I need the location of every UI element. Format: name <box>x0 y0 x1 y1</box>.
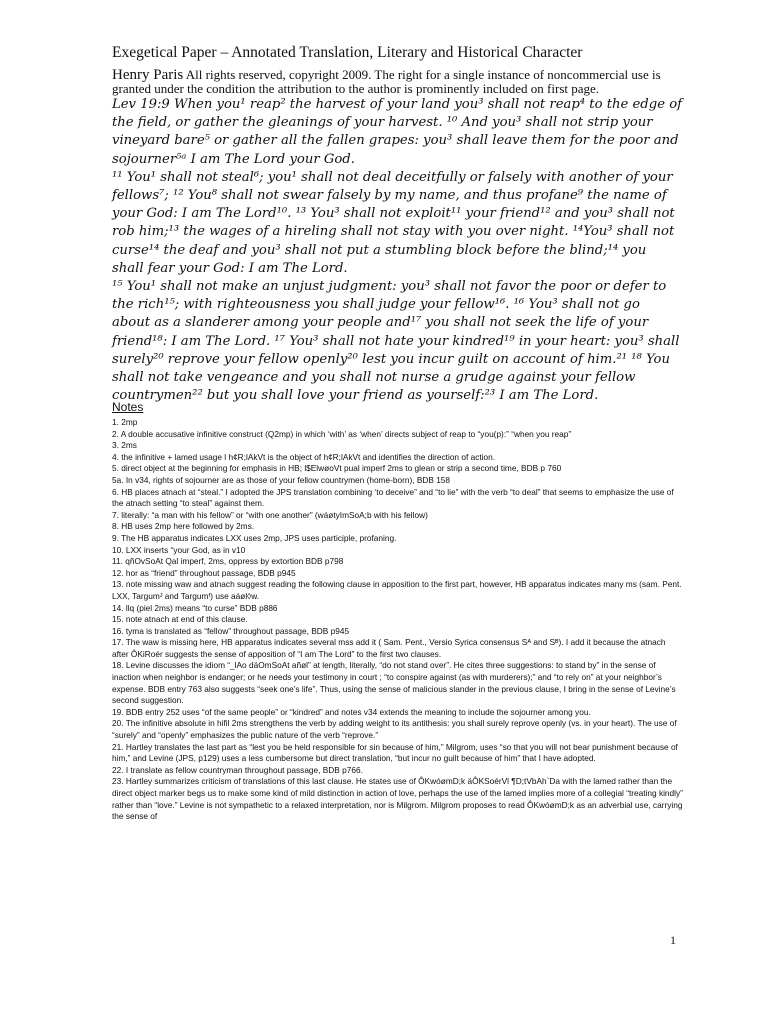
note-item: 7. literally: “a man with his fellow” or “with one another” (wáøtyImSoA;b with his fellow) <box>112 509 428 520</box>
note-item: 6. HB places atnach at “steal.” I adopted the JPS translation combining ‘to deceive” and “to lie” with the verb “to deal” that seems to emphasize the use of the atnach setting “to steal” against them. <box>112 486 674 509</box>
paper-title: Exegetical Paper – Annotated Translation, Literary and Historical Character <box>112 44 583 61</box>
note-item: 22. I translate as fellow countryman throughout passage, BDB p766. <box>112 764 363 775</box>
notes-heading: Notes <box>112 400 144 414</box>
verse-paragraph: ¹¹ You¹ shall not steal⁶; you¹ shall not deal deceitfully or falsely with another of your fellows⁷; ¹² You⁸ shall not swear falsely by my name, and thus profane⁹ the name of your God: I am The Lord¹⁰. ¹³ You³ shall not exploit¹¹ your friend¹² and you³ shall not rob him;¹³ the wages of a hireling shall not stay with you over night. ¹⁴You³ shall not curse¹⁴ the deaf and you³ shall not put a stumbling block before the blind;¹⁴ you shall fear your God: I am The Lord. <box>112 169 675 276</box>
copyright-notice: All rights reserved, copyright 2009. The right for a single instance of noncommercial use is granted under the condition the attribution to the author is prominently included on first page. <box>112 67 661 96</box>
translation-text <box>112 96 682 405</box>
note-item: 21. Hartley translates the last part as “lest you be held responsible for sin because of him,” Milgrom, uses “so that you will not bear punishment because of him,” and Levine (JPS, p129) uses a less cumbersome but direct translation, “but incur no guilt because of him” that I have adopted. <box>112 741 678 764</box>
note-item: 17. The waw is missing here, HB apparatus indicates several mss add it ( Sam. Pent., Versio Syrica consensus Sᴬ and Sᴮ). I add it because the atnach after ÔKiRoér suggests the sense of apposition of “I am The Lord” to the first two clauses. <box>112 637 666 659</box>
note-item: 8. HB uses 2mp here followed by 2ms. <box>112 521 255 532</box>
byline <box>112 68 672 96</box>
note-item: 15. note atnach at end of this clause. <box>112 614 248 625</box>
note-item: 5. direct object at the beginning for emphasis in HB; l$ElwøoVt pual imperf 2ms to glean or strip a second time, BDB p 760 <box>112 463 562 474</box>
note-item: 9. The HB apparatus indicates LXX uses 2mp, JPS uses participle, profaning. <box>112 532 397 543</box>
author-name: Henry Paris <box>112 67 184 83</box>
verse-paragraph: ¹⁵ You¹ shall not make an unjust judgment: you³ shall not favor the poor or defer to the rich¹⁵; with righteousness you shall judge your fellow¹⁶. ¹⁶ You³ shall not go about as a slanderer among your people and¹⁷ you shall not seek the life of your friend¹⁸: I am The Lord. ¹⁷ You³ shall not hate your kindred¹⁹ in your heart: you³ shall surely²⁰ reprove your fellow openly²⁰ lest you incur guilt on account of him.²¹ ¹⁸ You shall not take vengeance and you shall not nurse a grudge against your fellow countrymen²² but you shall love your friend as yourself:²³ I am The Lord. <box>112 279 680 404</box>
note-item: 16. tyma is translated as “fellow” throughout passage, BDB p945 <box>112 625 350 636</box>
note-item: 4. the infinitive + lamed usage l h¢R;lAkVt is the object of h¢R;lAkVt and identifies the direction of action. <box>112 451 496 462</box>
note-item: 20. The infinitive absolute in hifil 2ms strengthens the verb by adding weight to its antithesis: you shall surely reprove openly (vs. in your heart). The use of “surely” and “openly” emphasizes the public nature of the verb “reprove.” <box>112 718 677 741</box>
note-item: 14. llq (piel 2ms) means “to curse” BDB p886 <box>112 602 278 613</box>
note-item: 12. hor as “friend” throughout passage, BDB p945 <box>112 567 296 578</box>
note-item: 1. 2mp <box>112 417 138 427</box>
note-item: 10. LXX inserts “your God, as in v10 <box>112 544 246 555</box>
note-item: 2. A double accusative infinitive construct (Q2mp) in which ‘with’ as ‘when’ directs subject of reap to “you(p):” “when you reap” <box>112 428 572 439</box>
note-item: 13. note missing waw and atnach suggest reading the following clause in apposition to the first part, however, HB apparatus indicates many ms (sam. Pent. LXX, Targumᴶ and Targumᶠ) use aáøl◊w. <box>112 579 682 601</box>
note-item: 23. Hartley summarizes criticism of translations of this last clause. He states use of ÔKwóømD;k äÔKSoérVl ¶D;tVbAh`Da with the lamed rather than the direct object marker begs us to make some kind of mild distinction in action of love, perhaps the use of the lamed implies more of a collegial “treating kindly” rather than “love.” Levine is not sympathetic to a relaxed interpretation, nor is Milgrom. Milgrom proposes to read ÔKwóømD;k as an adverbial use, carrying the sense of <box>112 776 683 822</box>
verse-paragraph: Lev 19:9 When you¹ reap² the harvest of your land you³ shall not reap⁴ to the edge of the field, or gather the gleanings of your harvest. ¹⁰ And you³ shall not strip your vineyard bare⁵ or gather all the fallen grapes: you³ shall leave them for the poor and sojourner⁵ᵃ I am The Lord your God. <box>112 97 683 167</box>
note-item: 5a. In v34, rights of sojourner are as those of your fellow countrymen (home-born), BDB 158 <box>112 474 451 485</box>
notes-list <box>112 417 684 823</box>
note-item: 3. 2ms <box>112 440 137 451</box>
note-item: 19. BDB entry 252 uses “of the same people” or “kindred” and notes v34 extends the meaning to include the sojourner among you. <box>112 706 591 717</box>
note-item: 11. qñOvSoAt Qal imperf, 2ms, oppress by extortion BDB p798 <box>112 556 344 567</box>
page-number: 1 <box>670 933 676 947</box>
note-item: 18. Levine discusses the idiom “_lAo däOmSoAt añøl” at length, literally, “do not stand over”. He cites three suggestions: to stand by” in the sense of inaction when neighbor is endanger; or he needs your testimony in court ; “to conspire against (as with murderers);” and “to rely on” at your neighbor’s expense. BDB entry 763 also suggests “seek one’s life”. Thus, using the sense of malicious slander in the previous clause, I bring in the sense of Levine’s second suggestion. <box>112 660 676 706</box>
